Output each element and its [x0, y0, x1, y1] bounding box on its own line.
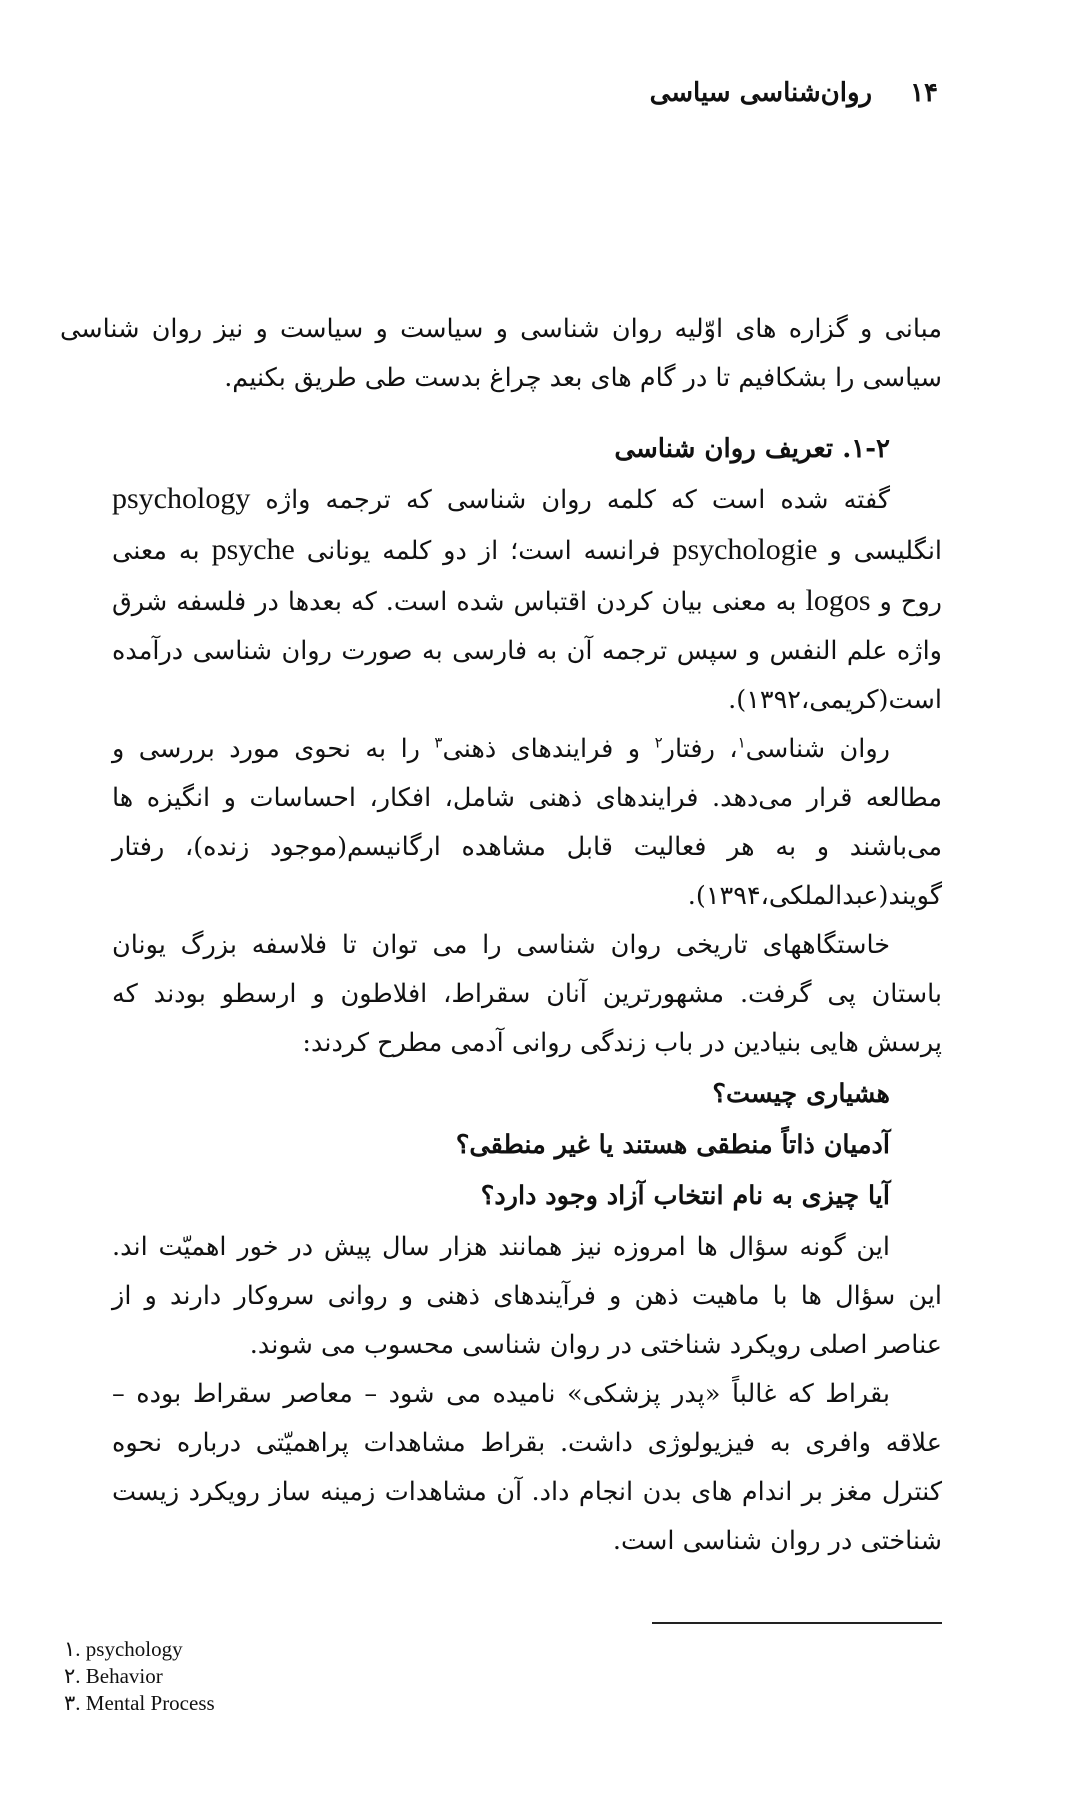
- footnote-number: ۲.: [64, 1664, 81, 1688]
- page-number: ۱۴: [910, 78, 938, 108]
- intro-paragraph: مبانی و گزاره های اوّلیه روان شناسی و سیاست و سیاست و نیز روان شناسی سیاسی را بشکافیم تا در گام های بعد چراغ بدست طی طریق بکنیم.: [60, 314, 942, 393]
- footnote-text: psychology: [80, 1637, 183, 1661]
- p2-text-a: روان شناسی: [745, 734, 890, 764]
- p1-text-a: گفته شده است که کلمه روان شناسی که ترجمه واژه: [250, 485, 890, 515]
- term-logos: logos: [805, 584, 871, 617]
- footnote-number: ۳.: [64, 1691, 81, 1715]
- scope-paragraph: [112, 725, 942, 921]
- question-item: هشیاری چیست؟: [712, 1079, 890, 1109]
- footnote-ref-2: ۲: [654, 733, 663, 752]
- p1-text-b: انگلیسی و: [817, 536, 943, 566]
- footnote-text: Behavior: [80, 1664, 163, 1688]
- footnote-ref-1: ۱: [737, 733, 746, 752]
- section-title: ۱-۲. تعریف روان شناسی: [614, 434, 890, 464]
- footnotes: [64, 1636, 215, 1717]
- footnote-ref-3: ۳: [434, 733, 443, 752]
- p1-text-c: فرانسه است؛ از دو کلمه یونانی: [294, 536, 673, 566]
- footnote-item: [64, 1636, 215, 1663]
- question-item: آدمیان ذاتاً منطقی هستند یا غیر منطقی؟: [455, 1130, 890, 1160]
- p2-text-d: را به نحوی مورد بررسی و مطالعه قرار می‌دهد. فرایندهای ذهنی شامل، افکار، احساسات و انگیزه ها می‌باشند و به هر فعالیت قابل مشاهده ارگانیسم(موجود زنده)، رفتار گویند(عبدالملکی،۱۳۹۴).: [112, 734, 942, 911]
- question-item: آیا چیزی به نام انتخاب آزاد وجود دارد؟: [480, 1181, 890, 1211]
- term-psychology: psychology: [112, 482, 251, 515]
- footnote-text: Mental Process: [80, 1691, 215, 1715]
- p1-text-e: به معنی بیان کردن اقتباس شده است. که بعدها در فلسفه شرق واژه علم النفس و سپس ترجمه آن به فارسی به صورت روان شناسی درآمده است(کریمی،۱۳۹۲).: [112, 587, 942, 715]
- term-psyche: psyche: [211, 533, 295, 566]
- page-header: [650, 78, 938, 108]
- p2-text-b: ، رفتار: [662, 734, 738, 764]
- term-psychologie: psychologie: [672, 533, 818, 566]
- footnote-number: ۱.: [64, 1637, 81, 1661]
- footnote-divider: [652, 1622, 942, 1624]
- footnote-item: [64, 1690, 215, 1717]
- definition-paragraph: [112, 474, 942, 725]
- running-title: روان‌شناسی سیاسی: [649, 78, 873, 108]
- hippocrates-paragraph: بقراط که غالباً «پدر پزشکی» نامیده می شود – معاصر سقراط بوده – علاقه وافری به فیزیولوژی داشت. بقراط مشاهدات پراهمیّتی درباره نحوه کنترل مغز بر اندام های بدن انجام داد. آن مشاهدات زمینه ساز رویکرد زیست شناختی در روان شناسی است.: [112, 1379, 942, 1556]
- questions-importance-paragraph: این گونه سؤال ها امروزه نیز همانند هزار سال پیش در خور اهمیّت اند. این سؤال ها با ماهیت ذهن و فرآیندهای ذهنی و روانی سروکار دارند و از عناصر اصلی رویکرد شناختی در روان شناسی محسوب می شوند.: [112, 1232, 942, 1360]
- history-paragraph: خاستگاههای تاریخی روان شناسی را می توان تا فلاسفه بزرگ یونان باستان پی گرفت. مشهورترین آنان سقراط، افلاطون و ارسطو بودند که پرسش هایی بنیادین در باب زندگی روانی آدمی مطرح کردند:: [112, 930, 942, 1058]
- p2-text-c: و فرایندهای ذهنی: [442, 734, 655, 764]
- p1-text-d: به معنی روح و: [112, 536, 942, 617]
- footnote-item: [64, 1663, 215, 1690]
- page-body: [60, 305, 943, 1566]
